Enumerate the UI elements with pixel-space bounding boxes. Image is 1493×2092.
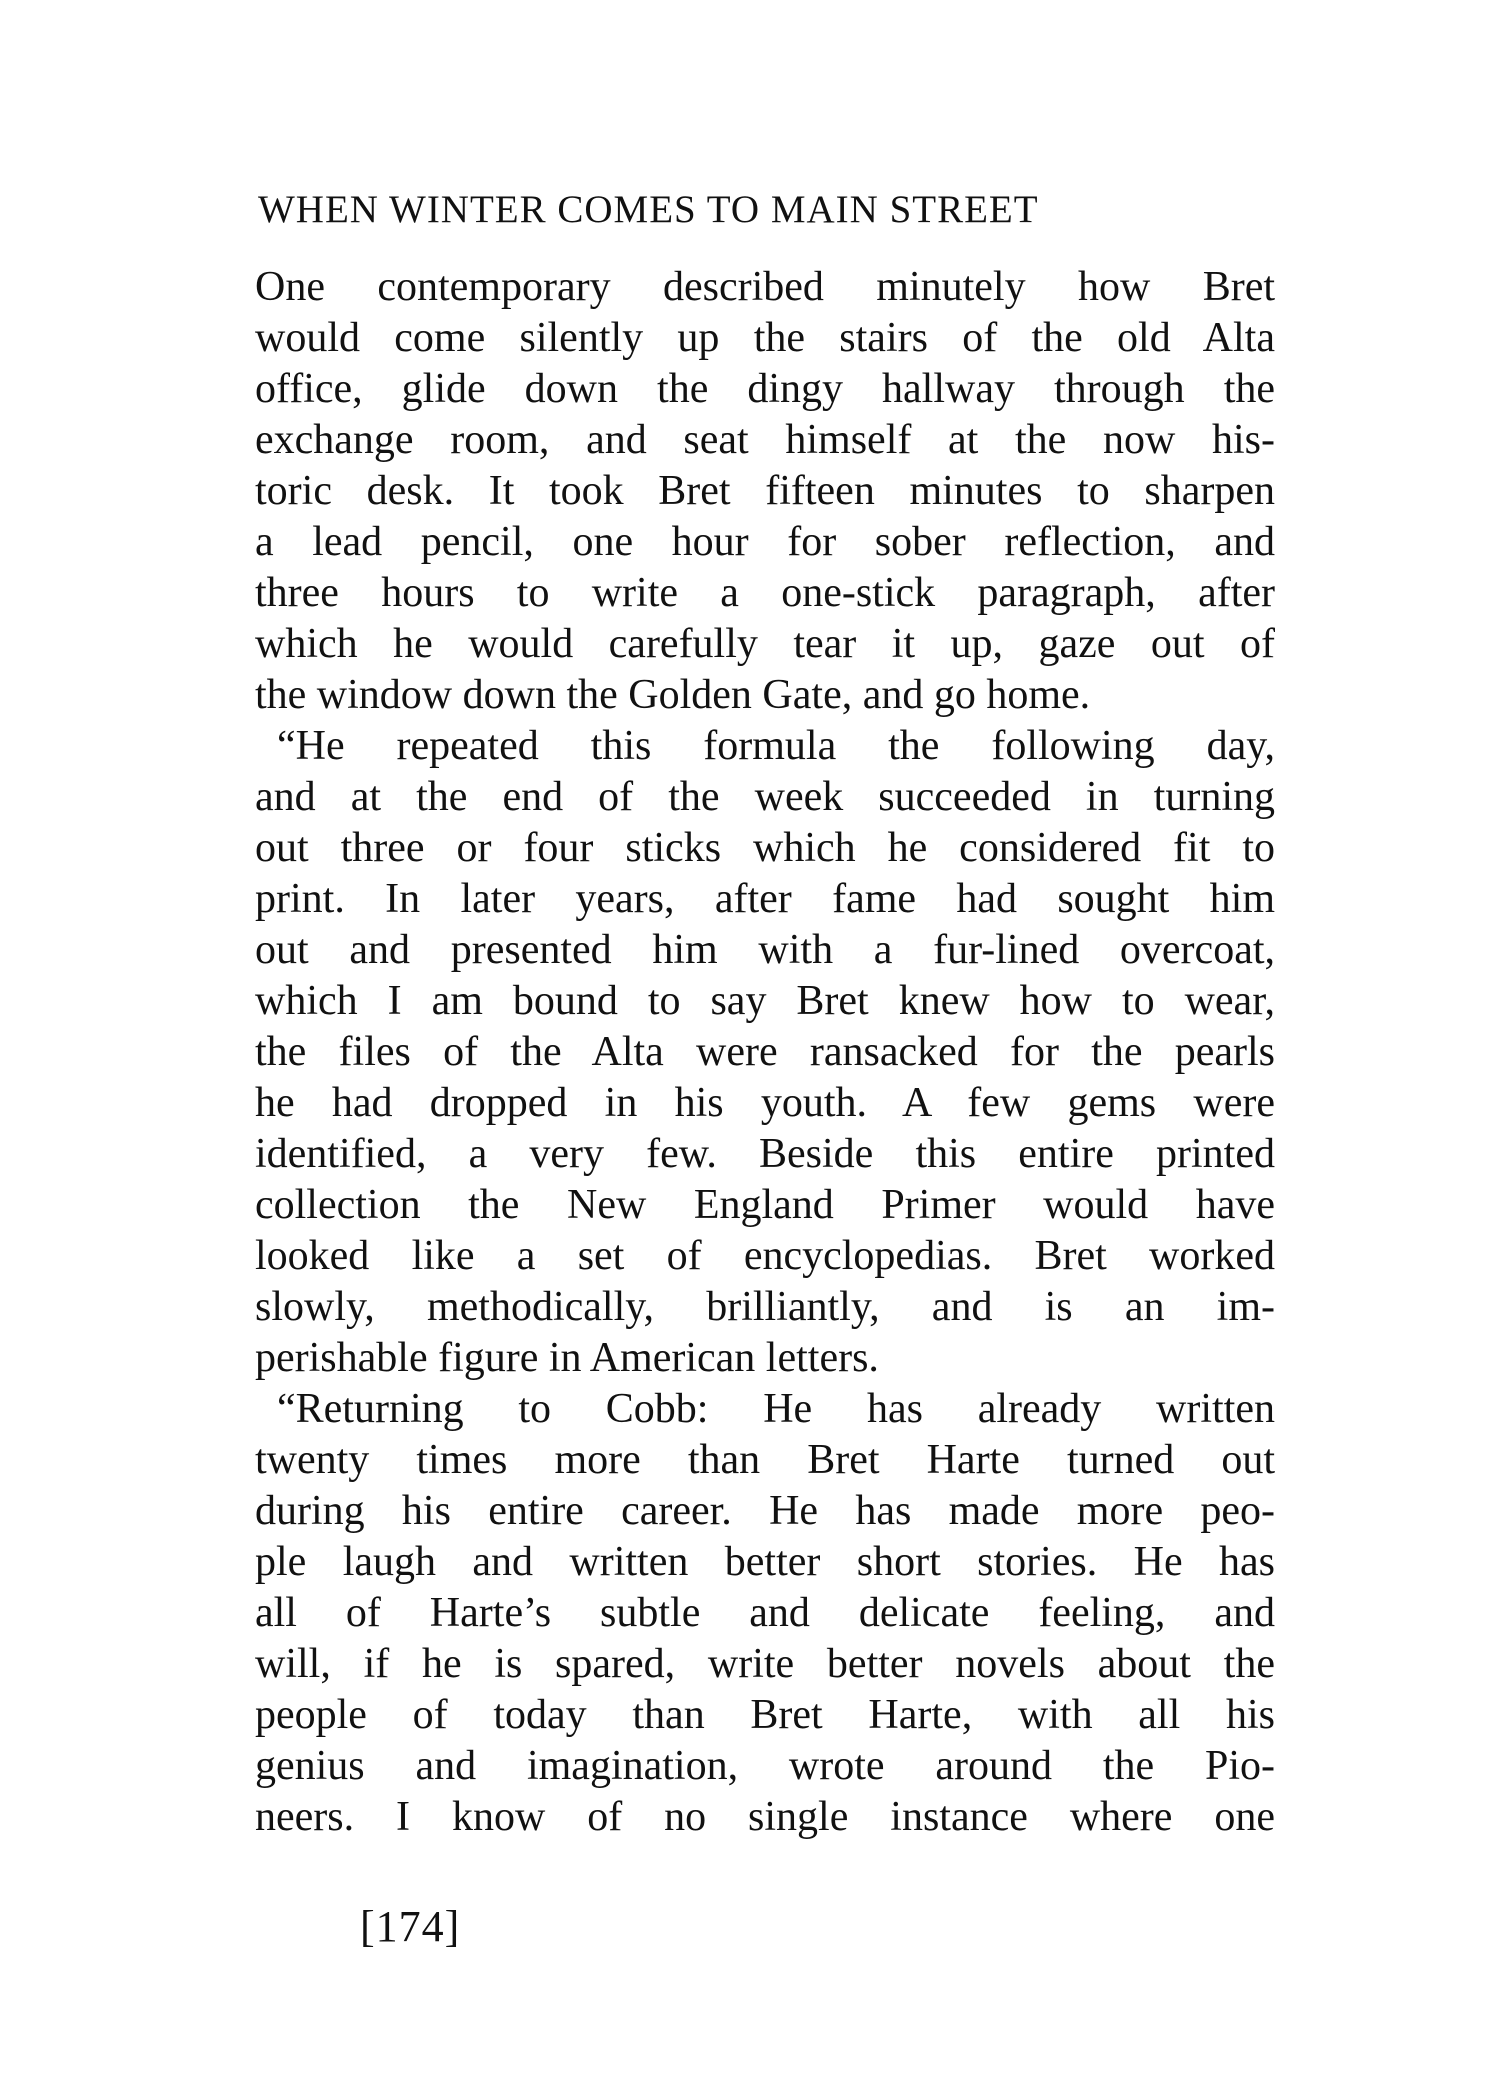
- text-line: will, if he is spared, write better novels about the: [255, 1641, 1275, 1687]
- text-line: during his entire career. He has made more peo-: [255, 1488, 1275, 1534]
- text-line: ple laugh and written better short stories. He has: [255, 1539, 1275, 1585]
- text-line: all of Harte’s subtle and delicate feeling, and: [255, 1590, 1275, 1636]
- running-head: WHEN WINTER COMES TO MAIN STREET: [258, 188, 1039, 231]
- text-line: neers. I know of no single instance where one: [255, 1794, 1275, 1840]
- text-line: out three or four sticks which he considered fit to: [255, 825, 1275, 871]
- text-line: genius and imagination, wrote around the Pio-: [255, 1743, 1275, 1789]
- text-line: he had dropped in his youth. A few gems were: [255, 1080, 1275, 1126]
- text-line: three hours to write a one-stick paragraph, after: [255, 570, 1275, 616]
- text-line: would come silently up the stairs of the old Alta: [255, 315, 1275, 361]
- text-line: office, glide down the dingy hallway through the: [255, 366, 1275, 412]
- text-line: collection the New England Primer would have: [255, 1182, 1275, 1228]
- paragraph-start-line: “Returning to Cobb: He has already written: [277, 1386, 1275, 1432]
- text-line: perishable figure in American letters.: [255, 1335, 879, 1381]
- text-line: the files of the Alta were ransacked for the pearls: [255, 1029, 1275, 1075]
- text-line: people of today than Bret Harte, with all his: [255, 1692, 1275, 1738]
- text-line: toric desk. It took Bret fifteen minutes to sharpen: [255, 468, 1275, 514]
- text-line: identified, a very few. Beside this entire printed: [255, 1131, 1275, 1177]
- body-text: [255, 262, 1275, 1843]
- text-line: and at the end of the week succeeded in turning: [255, 774, 1275, 820]
- page-number: [174]: [360, 1902, 461, 1951]
- text-line: print. In later years, after fame had sought him: [255, 876, 1275, 922]
- text-line: a lead pencil, one hour for sober reflection, and: [255, 519, 1275, 565]
- text-line: twenty times more than Bret Harte turned out: [255, 1437, 1275, 1483]
- text-line: the window down the Golden Gate, and go home.: [255, 672, 1091, 718]
- text-line: looked like a set of encyclopedias. Bret worked: [255, 1233, 1275, 1279]
- text-line: exchange room, and seat himself at the now his-: [255, 417, 1275, 463]
- text-line: which I am bound to say Bret knew how to wear,: [255, 978, 1275, 1024]
- text-line: which he would carefully tear it up, gaze out of: [255, 621, 1275, 667]
- text-line: slowly, methodically, brilliantly, and is an im-: [255, 1284, 1275, 1330]
- paragraph-start-line: “He repeated this formula the following day,: [277, 723, 1275, 769]
- text-line: One contemporary described minutely how Bret: [255, 264, 1275, 310]
- text-line: out and presented him with a fur-lined overcoat,: [255, 927, 1275, 973]
